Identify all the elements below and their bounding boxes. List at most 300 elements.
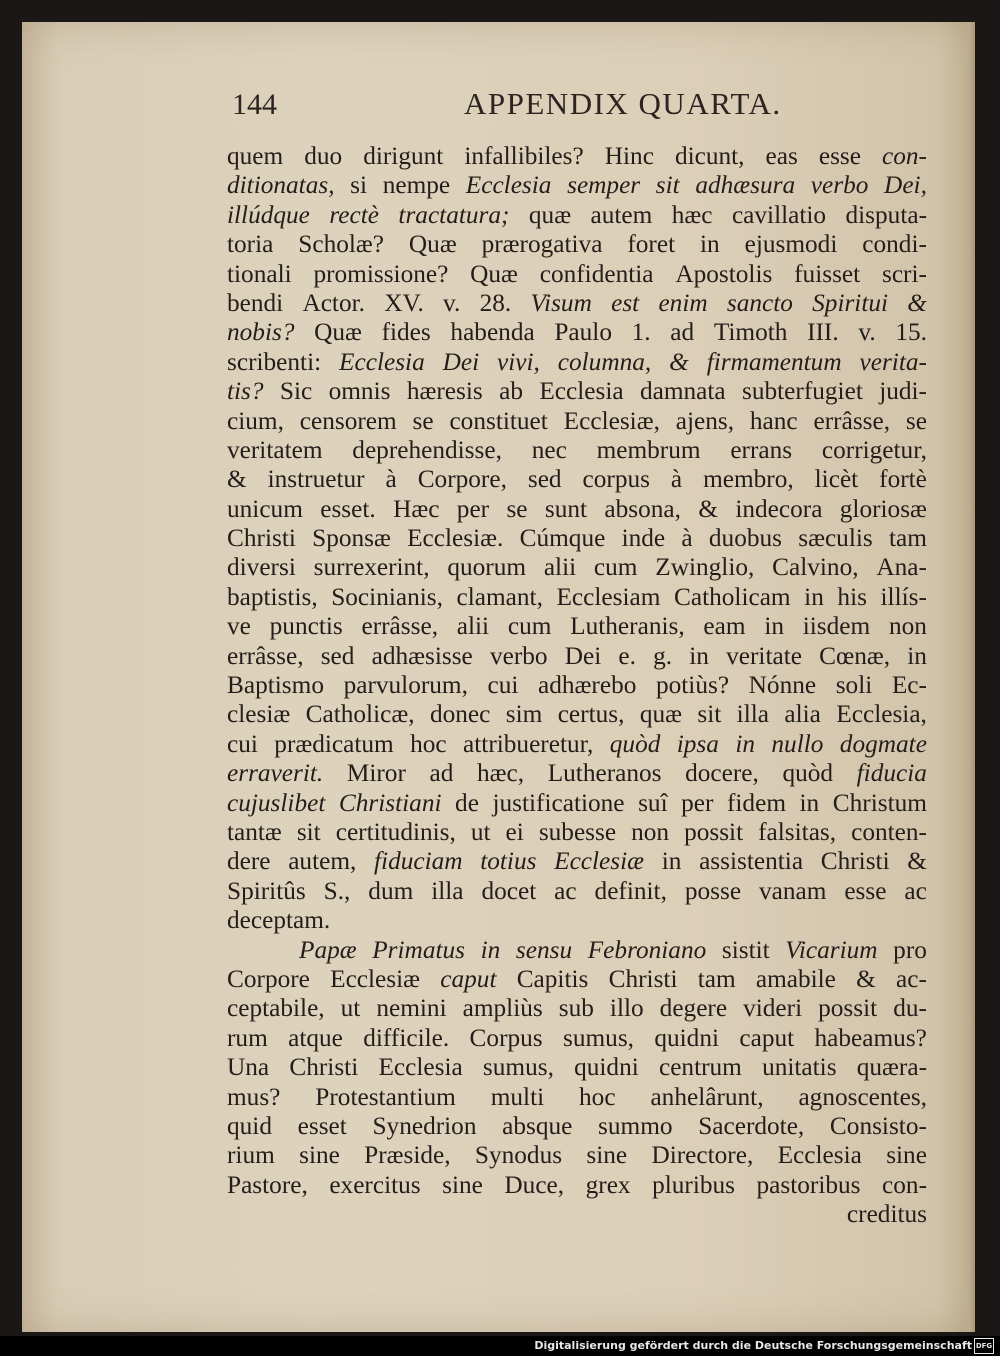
word: scribenti: [227,347,322,376]
text-line [227,524,927,553]
text-line [227,612,927,641]
word: ampliùs [462,994,543,1023]
word: habeamus? [814,1023,927,1052]
word: Ec- [891,671,927,700]
word: III. [807,318,839,347]
word: gloriosæ [839,494,927,523]
text-line [227,583,927,612]
word: Christi [608,964,678,993]
word: alia [784,700,821,729]
word: con- [882,142,927,170]
word: Hinc [604,142,654,170]
word: errâsse, [361,612,439,641]
text-line [227,230,927,259]
word: quid [227,1111,272,1140]
word: esset [297,1111,347,1140]
text-line [227,495,927,524]
word: sit [296,817,321,846]
text-line [227,1141,927,1170]
word: Ana- [876,553,927,582]
word: caput [739,1023,795,1052]
word: clamant, [456,582,543,611]
word: definit, [594,876,667,905]
word: toria [227,230,274,259]
word: Synodus [474,1141,563,1170]
text-line [227,906,927,935]
word: membrum [596,435,701,464]
word: scri- [881,259,927,288]
word: Dei [442,347,480,376]
word: instruetur [267,465,365,494]
text-line [227,407,927,436]
word: surrexerint, [313,553,430,582]
word: judi- [879,377,927,406]
word: sumus, [563,1023,634,1052]
word: Ecclesia [465,171,552,200]
word: Sacerdote, [698,1111,805,1140]
word: illo [609,994,644,1023]
word: eam [703,612,746,641]
word: infallibiles? [464,142,584,170]
word: sunt [544,494,588,523]
word: unitatis [762,1053,837,1082]
word: veritatem [227,435,323,464]
word: ad [670,318,695,347]
word: tantæ [227,817,282,846]
word: ditionatas, [227,171,335,200]
word: alii [543,553,577,582]
word: censorem [299,406,397,435]
word: in [661,847,682,876]
word: hæc, [477,759,525,788]
word: prærogativa [481,230,603,259]
word: ceptabile, [227,994,325,1023]
text-line [227,1024,927,1053]
word: 1. [631,318,651,347]
digitization-credit: Digitalisierung gefördert durch die Deutsche Forschungsgemeinschaft [534,1339,972,1352]
word: in [735,729,755,758]
word: illís- [880,582,927,611]
word: sæculis [798,524,873,553]
word: vanam [758,876,827,905]
word: sim [505,700,543,729]
word: v. [443,288,461,317]
word: quòd [782,759,834,788]
word: Christum [832,788,927,817]
word: Vicarium [785,935,878,964]
catchword [227,1200,927,1229]
word: Paulo [554,318,612,347]
word: ac- [896,964,927,993]
word: rum [227,1023,268,1052]
word: in [804,582,824,611]
text-line [227,877,927,906]
word: habenda [450,318,535,347]
word: columna, [557,347,652,376]
word: constituet [449,406,548,435]
word: foret [627,230,676,259]
word: sub [558,994,594,1023]
word: Ecclesiæ, [563,406,660,435]
word: unicum [227,494,303,523]
word: centrum [658,1053,742,1082]
word: adhæsisse [371,641,473,670]
word: anhelârunt, [650,1082,764,1111]
word: Una [227,1053,270,1082]
word: nobis? [227,318,295,347]
word: Catholicæ, [305,700,415,729]
word: Baptismo [227,671,324,700]
word: nullo [771,729,824,758]
text-line [227,730,927,759]
word: cum [593,553,638,582]
word: dicunt, [674,142,745,170]
word: eas [765,142,798,170]
word: possit [818,994,878,1023]
word: ipsa [676,729,719,758]
word: Timoth [713,318,788,347]
word: cium, [227,406,284,435]
word: hoc [579,1082,616,1111]
word: e. [618,641,636,670]
word: summo [598,1111,673,1140]
text-line [227,348,927,377]
word: Febroniano [587,935,707,964]
page-number: 144 [232,88,277,121]
text-line [227,847,927,876]
word: certus, [557,700,625,729]
word: & [907,847,927,876]
word: Miror [346,759,406,788]
word: amabile [755,964,836,993]
word: docet [481,876,537,905]
word: Corpore, [417,465,507,494]
word: Actor. [302,288,365,317]
text-line [227,759,927,788]
word: alii [456,612,490,641]
word: & [698,494,718,523]
word: quidni [654,1023,720,1052]
word: fidem [726,788,786,817]
text-line [227,1083,927,1112]
word: totius [480,847,537,876]
word: donec [429,700,491,729]
word: clesiæ [227,700,291,729]
text-line [227,318,927,347]
text-line [227,260,927,289]
word: verita- [859,347,927,376]
word: corrigetur, [821,435,927,464]
word: diversi [227,553,296,582]
word: corpus [582,465,650,494]
word: tam [697,964,736,993]
word: absona, [604,494,681,523]
word: verbo [489,641,548,670]
text-line [227,700,927,729]
word: possit [684,817,744,846]
word: soli [835,671,873,700]
word: hæc [671,200,713,229]
word: caput [440,964,497,993]
word: Cúmque [519,524,606,553]
word: Pastore, [227,1170,308,1199]
word: nemini [376,994,447,1023]
text-line [227,936,927,965]
word: tionali [227,259,292,288]
word: agnoscentes, [798,1082,927,1111]
word: à [670,465,683,494]
text-line [227,818,927,847]
word: du- [893,994,927,1023]
word: non [888,612,927,641]
word: sine [586,1141,628,1170]
word: illúdque [227,200,310,229]
word: ve [227,612,251,641]
word: erraverit. [227,759,324,788]
word: Cœnæ, [819,641,891,670]
text-line [227,1053,927,1082]
word: membro, [703,465,794,494]
word: Sic [279,377,313,406]
word: sed [320,641,355,670]
word: Quæ [314,318,362,347]
page-edge [969,22,975,1332]
word: errâsse, [227,641,304,670]
word: deprehendisse, [352,435,502,464]
word: v. [858,318,876,347]
text-line [227,377,927,406]
word: hoc [410,729,447,758]
word: ajens, [675,406,735,435]
word: subesse [538,817,617,846]
word: sancto [726,288,793,317]
word: Zwinglio, [655,553,755,582]
text-line [227,553,927,582]
word: confidentia [539,259,654,288]
word: Quæ [408,230,457,259]
word: posse [684,876,742,905]
word: enim [658,288,708,317]
word: Visum [530,288,592,317]
word: pastoribus [756,1170,861,1199]
text-line [227,436,927,465]
word: Dei [564,641,602,670]
word: bendi [227,288,284,317]
word: se [506,494,528,523]
word: Calvino, [772,553,859,582]
word: semper [567,171,641,200]
word: con- [882,1170,927,1199]
word: Capitis [516,964,589,993]
word: errans [730,435,793,464]
word: non [631,817,670,846]
word: est [611,288,640,317]
word: illa [736,700,769,729]
word: in [700,230,720,259]
word: tam [888,524,927,553]
word: firmamentum [706,347,842,376]
word: dogmate [839,729,927,758]
word: sit [655,171,680,200]
word: Ecclesiæ [330,964,421,993]
word: punctis [269,612,343,641]
word: Christi [820,847,890,876]
word: Christi [289,1053,359,1082]
text-line [227,671,927,700]
word: tractatura; [398,200,510,229]
word: fortè [879,465,927,494]
word: sed [527,465,562,494]
word: mus? [227,1082,281,1111]
word: attribueretur, [463,729,594,758]
word: multi [490,1082,545,1111]
word: cum [507,612,552,641]
running-title: APPENDIX QUARTA. [464,86,782,121]
word: Duce, [504,1170,565,1199]
word: nec [531,435,567,464]
word: ejusmodi [744,230,838,259]
word: subterfugiet [742,377,863,406]
word: Ecclesia [339,347,425,376]
body-text [227,142,927,1229]
word: 15. [895,318,927,347]
word: sumus, [482,1053,554,1082]
word: per [456,494,490,523]
text-line [227,142,927,171]
word: se [412,406,434,435]
word: Dei, [884,171,927,200]
word: adhærebo [538,671,637,700]
word: justificatione [492,788,625,817]
word: Lutheranos [547,759,662,788]
word: Synedrion [372,1111,477,1140]
word: sine [886,1141,927,1170]
word: autem [590,200,653,229]
word: errâsse, [813,406,891,435]
word: in [764,612,784,641]
word: Scholæ? [298,230,384,259]
word: assistentia [699,847,804,876]
word: atque [288,1023,343,1052]
word: de [455,788,479,817]
word: veritate [726,641,802,670]
word: & [227,465,247,494]
word: sine [299,1141,340,1170]
word: ac [904,876,927,905]
word: quidni [574,1053,639,1082]
word: Corpus [469,1023,543,1052]
word: quem [227,142,284,170]
word: licèt [814,465,859,494]
word: exercitus [329,1170,421,1199]
word: fiduciam [374,847,463,876]
word: autem, [288,847,357,876]
word: suî [638,788,668,817]
word: pluribus [652,1170,736,1199]
word: Christiani [338,788,442,817]
word: 28. [479,288,512,317]
word: verbo [810,171,869,200]
word: & [856,964,876,993]
text-line [227,642,927,671]
word: indecora [735,494,823,523]
word: Corpore [227,964,310,993]
word: difficile. [363,1023,450,1052]
word: Apostolis [675,259,773,288]
word: iisdem [802,612,871,641]
word: Ecclesia, [836,700,927,729]
word: Quæ [470,259,518,288]
word: rectè [329,200,379,229]
word: Sponsæ [312,524,391,553]
word: cui [227,729,258,758]
word: ut [340,994,361,1023]
word: adhæsura [695,171,796,200]
word: quæra- [856,1053,927,1082]
word: & [669,347,689,376]
word: Ecclesia [378,1053,463,1082]
word: & [907,288,927,317]
word: ab [499,377,523,406]
word: tis? [227,377,264,406]
word: in [689,641,709,670]
word: certitudinis, [335,817,456,846]
word: esse [818,142,862,170]
word: Præside, [364,1141,451,1170]
word: Hæc [393,494,440,523]
word: fiducia [856,759,927,788]
word: duobus [708,524,782,553]
word: quorum [447,553,527,582]
word: illa [431,876,464,905]
word: ut [470,817,491,846]
word: quòd [609,729,661,758]
word: deceptam. [227,906,331,935]
text-line [227,994,927,1023]
word: in [799,788,820,817]
book-page [22,22,975,1332]
word: quæ [639,700,682,729]
word: Spiritûs [227,876,306,905]
word: potiùs? [655,671,730,700]
word: Papæ [299,935,357,964]
word: Socinianis, [331,582,443,611]
word: parvulorum, [343,671,468,700]
word: disputa- [845,200,927,229]
word: Ecclesiam [556,582,661,611]
dfg-logo: DFG [974,1338,994,1354]
word: quæ [528,200,572,229]
word: inde [621,524,666,553]
word: Nónne [748,671,817,700]
word: hanc [749,406,798,435]
word: XV. [384,288,424,317]
word: sine [442,1170,483,1199]
catchword-text: creditus [846,1200,927,1229]
word: Christi [227,524,296,553]
word: baptistis, [227,582,318,611]
word: pro [893,935,927,964]
text-line [227,965,927,994]
word: g. [653,641,673,670]
word: Ecclesiæ [554,847,645,876]
word: his [837,582,867,611]
word: absque [502,1111,573,1140]
word: in [907,641,927,670]
word: Spiritui [812,288,889,317]
word: hæresis [406,377,483,406]
word: videri [743,994,803,1023]
